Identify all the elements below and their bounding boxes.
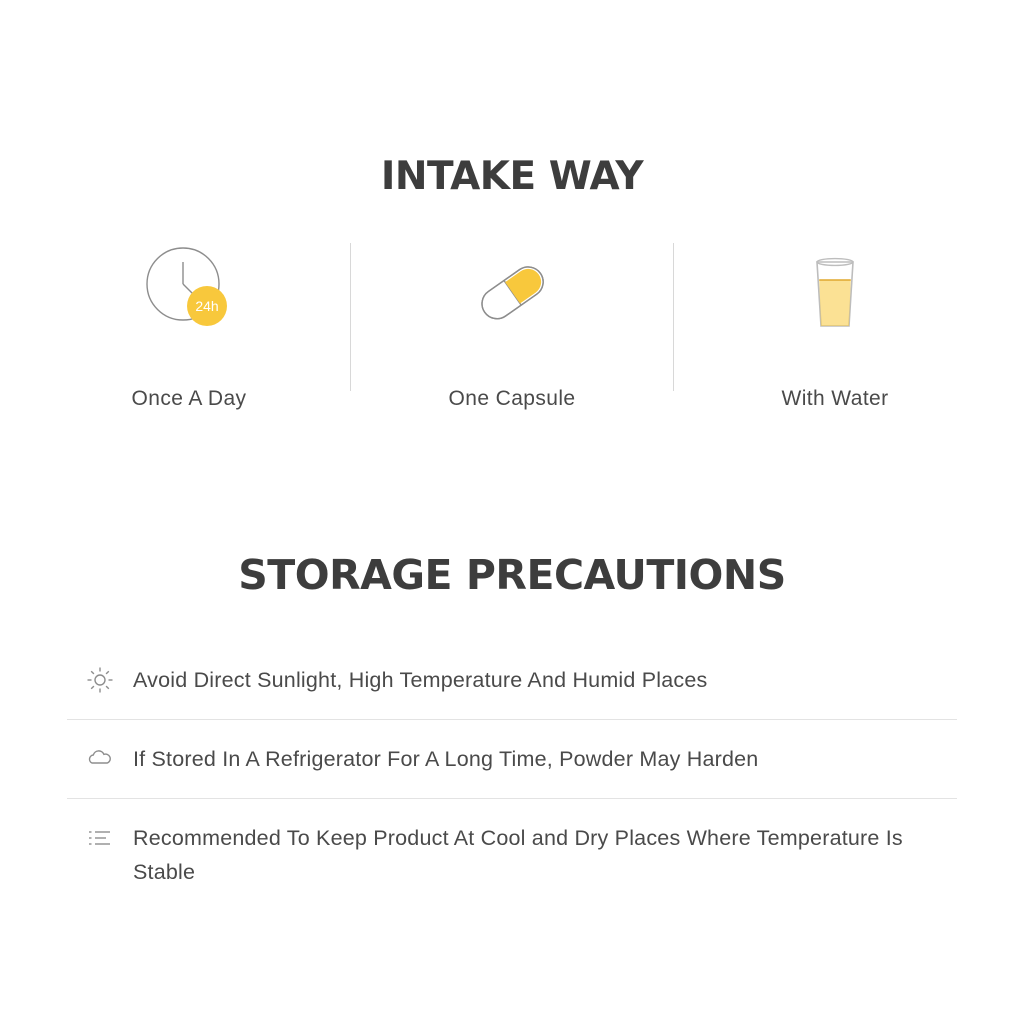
storage-row-text: Avoid Direct Sunlight, High Temperature And Humid Places [133,668,708,693]
cloud-icon [85,744,115,774]
storage-row-text: Recommended To Keep Product At Cool and Dry Places Where Temperature Is Stable [133,826,903,885]
intake-item-with-water [728,237,942,411]
storage-row [67,641,957,720]
storage-precautions-list [67,641,957,911]
intake-item-label: With Water [781,387,889,411]
intake-icon-box [783,237,887,347]
storage-row [67,720,957,799]
intake-icon-box [460,237,564,347]
storage-precautions-section [0,551,1024,911]
intake-divider-2 [673,243,674,391]
storage-row [67,799,957,911]
intake-way-section [0,0,1024,411]
list-icon [85,823,115,853]
water-glass-icon [783,240,887,344]
storage-row-icon [67,663,133,695]
intake-divider-1 [350,243,351,391]
storage-row-text: If Stored In A Refrigerator For A Long Time, Powder May Harden [133,747,759,772]
storage-row-icon [67,821,133,853]
intake-item-one-capsule [405,237,619,411]
intake-way-items [0,237,1024,411]
intake-item-label: One Capsule [448,387,576,411]
intake-item-label: Once A Day [131,387,247,411]
intake-icon-box [137,237,241,347]
intake-way-title: INTAKE WAY [380,154,644,200]
storage-row-icon [67,742,133,774]
badge-24h-label: 24h [195,298,219,315]
capsule-icon [460,240,564,344]
sun-icon [85,665,115,695]
clock-24h-icon [137,240,241,344]
storage-precautions-title: STORAGE PRECAUTIONS [238,551,786,600]
intake-item-once-a-day [82,237,296,411]
